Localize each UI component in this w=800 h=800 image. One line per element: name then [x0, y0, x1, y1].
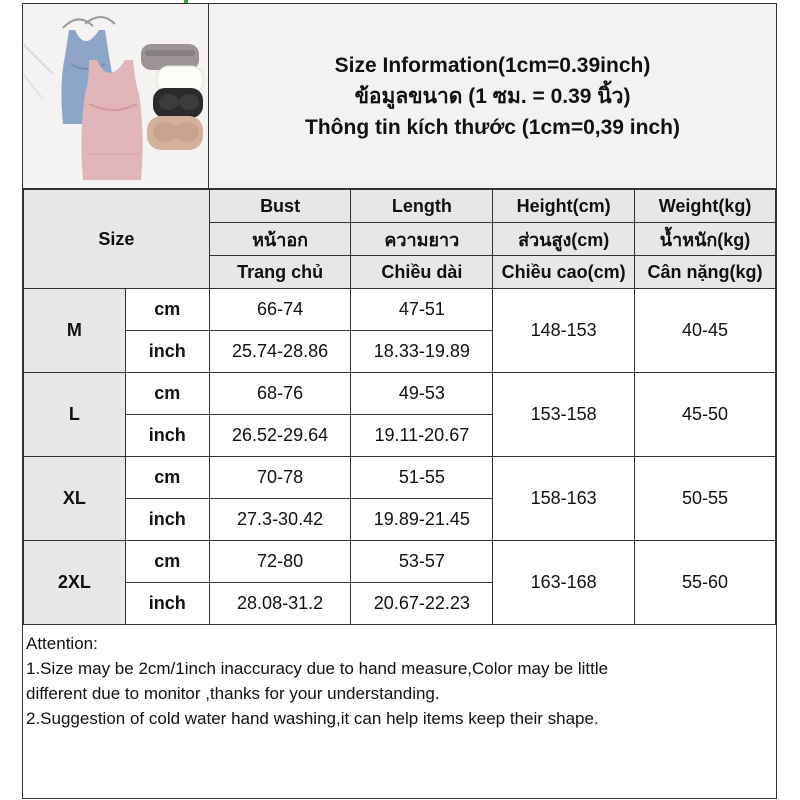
chart-header	[23, 4, 776, 189]
height-heading-thai: ส่วนสูง(cm)	[493, 223, 635, 256]
length-heading-vietnamese: Chiều dài	[351, 256, 493, 289]
height-value: 163-168	[493, 541, 635, 625]
height-value: 148-153	[493, 289, 635, 373]
unit-label: inch	[125, 415, 209, 457]
length-value: 18.33-19.89	[351, 331, 493, 373]
bust-heading-vietnamese: Trang chủ	[209, 256, 351, 289]
weight-value: 55-60	[635, 541, 776, 625]
size-label: M	[24, 289, 126, 373]
bust-value: 25.74-28.86	[209, 331, 351, 373]
size-info-panel	[209, 4, 776, 188]
bust-value: 28.08-31.2	[209, 583, 351, 625]
attention-note-2: 2.Suggestion of cold water hand washing,it can help items keep their shape.	[26, 709, 599, 728]
table-row	[24, 373, 776, 415]
height-heading-vietnamese: Chiều cao(cm)	[493, 256, 635, 289]
size-info-thai: ข้อมูลขนาด (1 ซม. = 0.39 นิ้ว)	[354, 84, 631, 108]
size-column-heading: Size	[24, 190, 210, 289]
unit-label: inch	[125, 583, 209, 625]
table-row	[24, 457, 776, 499]
bust-value: 72-80	[209, 541, 351, 583]
length-value: 20.67-22.23	[351, 583, 493, 625]
size-label: 2XL	[24, 541, 126, 625]
unit-label: cm	[125, 457, 209, 499]
unit-label: cm	[125, 373, 209, 415]
height-value: 158-163	[493, 457, 635, 541]
attention-note-1-continued: different due to monitor ,thanks for your understanding.	[26, 684, 440, 703]
bust-value: 68-76	[209, 373, 351, 415]
length-value: 19.89-21.45	[351, 499, 493, 541]
height-value: 153-158	[493, 373, 635, 457]
length-value: 51-55	[351, 457, 493, 499]
bust-heading-thai: หน้าอก	[209, 223, 351, 256]
unit-label: inch	[125, 331, 209, 373]
bust-value: 26.52-29.64	[209, 415, 351, 457]
header-row-english	[24, 190, 776, 223]
weight-value: 40-45	[635, 289, 776, 373]
size-table	[23, 189, 776, 625]
bust-value: 66-74	[209, 289, 351, 331]
weight-value: 50-55	[635, 457, 776, 541]
height-heading: Height(cm)	[493, 190, 635, 223]
attention-notes	[26, 631, 766, 731]
length-value: 49-53	[351, 373, 493, 415]
unit-label: cm	[125, 289, 209, 331]
weight-heading-vietnamese: Cân nặng(kg)	[635, 256, 776, 289]
weight-value: 45-50	[635, 373, 776, 457]
length-value: 53-57	[351, 541, 493, 583]
table-row	[24, 541, 776, 583]
size-info-vietnamese: Thông tin kích thước (1cm=0,39 inch)	[305, 115, 680, 139]
size-label: XL	[24, 457, 126, 541]
bust-value: 70-78	[209, 457, 351, 499]
attention-note-1: 1.Size may be 2cm/1inch inaccuracy due to hand measure,Color may be little	[26, 659, 609, 678]
size-chart	[22, 3, 777, 799]
length-value: 19.11-20.67	[351, 415, 493, 457]
product-photo	[23, 4, 209, 188]
unit-label: inch	[125, 499, 209, 541]
bust-value: 27.3-30.42	[209, 499, 351, 541]
length-heading-thai: ความยาว	[351, 223, 493, 256]
weight-heading: Weight(kg)	[635, 190, 776, 223]
length-heading: Length	[351, 190, 493, 223]
bust-heading: Bust	[209, 190, 351, 223]
product-photo-illustration	[23, 4, 208, 188]
unit-label: cm	[125, 541, 209, 583]
weight-heading-thai: น้ำหนัก(kg)	[635, 223, 776, 256]
attention-title: Attention:	[26, 634, 98, 653]
size-info-english: Size Information(1cm=0.39inch)	[334, 53, 651, 77]
size-label: L	[24, 373, 126, 457]
length-value: 47-51	[351, 289, 493, 331]
table-row	[24, 289, 776, 331]
